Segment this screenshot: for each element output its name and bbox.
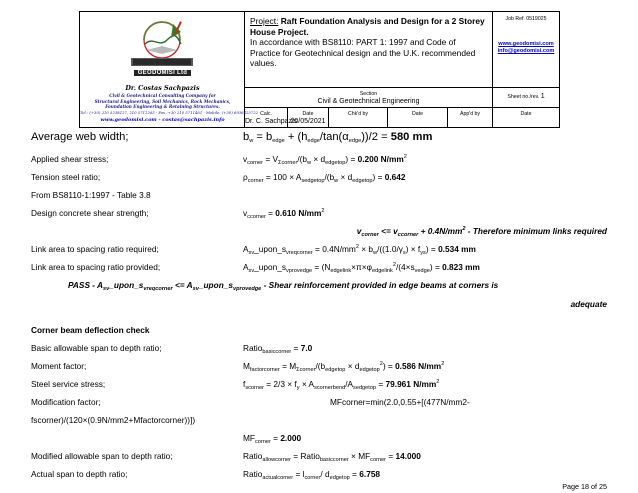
- shear-stress-label: Applied shear stress;: [31, 154, 109, 164]
- tagline-1: Civil & Geotechnical Consulting Company for: [109, 93, 216, 98]
- steel-stress-label: Steel service stress;: [31, 379, 106, 389]
- date2-label: Date: [412, 111, 423, 117]
- date2-cell: [388, 108, 448, 128]
- date-value: 20/05/2021: [290, 118, 326, 125]
- sheet-value: 1: [540, 93, 545, 100]
- link-req-label: Link area to spacing ratio required;: [31, 244, 159, 254]
- tension-steel-label: Tension steel ratio;: [31, 172, 101, 182]
- avg-web-label: Average web width;: [31, 131, 129, 143]
- basic-ratio-label: Basic allowable span to depth ratio;: [31, 343, 162, 353]
- calc-label: Calc.: [260, 111, 272, 117]
- date3-label: Date: [520, 111, 532, 117]
- mod-ratio-formula: Ratio$_{allowcorner}$ = Ratio$_{basiccorner}$ × $MF_{corner} = 14.000$: [243, 451, 421, 463]
- chkd-cell: [329, 108, 388, 128]
- job-email-link[interactable]: info@geodomisi.com: [497, 48, 555, 54]
- sheet-cell: [493, 88, 559, 108]
- section-label: Section: [359, 91, 378, 97]
- actual-ratio-formula: Ratio$_{actualcorner}$ = $l_{corner}/$ $d_{edgetop} = 6.758$: [243, 469, 381, 481]
- appd-cell: [448, 108, 493, 128]
- date3-cell: [493, 108, 559, 128]
- link-req-formula: $A_{sv}\_upon\_s_{vreqcorner} = 0.4N/mm^2 \times b_w/((1.0/\gamma_s) \times f_{ys}) = 0.534$ mm: [243, 244, 476, 256]
- project-cell: [245, 12, 493, 88]
- calc-cell: [245, 108, 298, 128]
- date-cell: [288, 108, 329, 128]
- pass-conclusion: PASS - $A_{sv}\_upon\_s_{vreqcorner}$ <= $A_{sv}\_upon\_s_{vprovedge}$ - Shear reinforcement provided in edge beams at corners is: [68, 280, 499, 292]
- tagline-2: Structural Engineering, Soil Mechanics, Rock Mechanics,: [94, 98, 231, 104]
- project-description: In accordance with BS8110: PART 1: 1997 and Code of Practice for Geotechnical design and the U.K. recommended values.: [250, 37, 476, 69]
- mf-corner-formula: $MF_{corner} = 2.000$: [243, 433, 302, 445]
- calc-value: Dr. C. Sachpazis: [245, 118, 298, 125]
- section-value: Civil & Geotechnical Engineering: [317, 98, 420, 105]
- deflection-heading: Corner beam deflection check: [31, 325, 150, 335]
- date-label: Date: [302, 111, 314, 117]
- mod-factor-label: Modification factor;: [31, 397, 101, 407]
- shear-stress-formula: $v_{corner} = V_{\Sigma corner}/(b_w \times d_{edgetop}) = 0.200$ $N/mm^2$: [243, 154, 407, 166]
- actual-ratio-label: Actual span to depth ratio;: [31, 469, 128, 479]
- web-email[interactable]: www.geodomisi.com - costas@sachpazis.info: [100, 116, 225, 123]
- job-web-link[interactable]: www.geodomisi.com: [498, 41, 554, 47]
- job-ref-cell: [493, 12, 559, 88]
- avg-web-formula: $b_w = b_{edge} + (h_{edge}/\tan(\alpha_{edge}))/2 = 580$ mm: [243, 131, 433, 144]
- sheet-label: Sheet no./rev.: [507, 94, 541, 100]
- mod-factor-formula-cont: fscorner)/(120×(0.9N/mm2+Mfactorcorner))]): [31, 415, 196, 425]
- chkd-label: Chk'd by: [347, 111, 369, 117]
- company-logo: [117, 18, 207, 68]
- page-number: Page 18 of 25: [562, 482, 607, 491]
- moment-factor-formula: $M_{factorcorner} = M_{\Sigma corner}/(b_{edgetop} \times d_{edgetop}^2) = 0.586$ $N/mm^2$: [243, 361, 445, 373]
- link-prov-formula: $A_{sv}\_upon\_s_{vprovedge} = (N_{edgelink}\times\pi\times\varphi_{edgelink}^2/(4\times s_{vedge}) = 0.823$ mm: [243, 262, 480, 274]
- pass-conclusion-cont: adequate: [570, 299, 607, 309]
- steel-stress-formula: $f_{scorner} = 2/3 \times f_y \times A_{scornerbend}/A_{sedgetop} = 79.961$ $N/mm^2$: [243, 379, 440, 391]
- basic-ratio-formula: Ratio$_{basiccorner}$ = 7.0: [243, 343, 313, 355]
- person-name: Dr. Costas Sachpazis: [125, 84, 200, 92]
- tension-steel-formula: $\rho_{corner} = 100 \times A_{sedgetop}/(b_w \times d_{edgetop}) = 0.642$: [243, 172, 406, 184]
- min-links-conclusion: $v_{corner} <= v_{ccorner} + 0.4N/mm^2$ - Therefore minimum links required: [356, 226, 607, 238]
- contact-info: Tel.: (+30) 210 5238127, 210 5711263 - Fax.:+30 210 5711461 - Mobile: (+30) 6936425722: [80, 110, 259, 115]
- job-ref: Job Ref. 0519025: [505, 16, 547, 22]
- project-title: Project: Raft Foundation Analysis and Design for a 2 Storey House Project.: [250, 16, 485, 37]
- concrete-shear-formula: $v_{ccorner} = 0.610$ $N/mm^2$: [243, 208, 325, 220]
- company-name: GEODOMISI Ltd: [80, 70, 245, 76]
- from-bs-note: From BS8110-1:1997 - Table 3.8: [31, 190, 151, 200]
- moment-factor-label: Moment factor;: [31, 361, 87, 371]
- logo-block: [80, 12, 259, 128]
- mod-ratio-label: Modified allowable span to depth ratio;: [31, 451, 173, 461]
- link-prov-label: Link area to spacing ratio provided;: [31, 262, 161, 272]
- concrete-shear-label: Design concrete shear strength;: [31, 208, 149, 218]
- title-block: [79, 11, 560, 128]
- appd-label: App'd by: [459, 111, 481, 117]
- mod-factor-formula: MFcorner=min(2.0,0.55+[(477N/mm2-: [330, 397, 470, 407]
- section-cell: [245, 88, 493, 108]
- tagline-3: Foundation Engineering & Retaining Structures.: [105, 104, 220, 109]
